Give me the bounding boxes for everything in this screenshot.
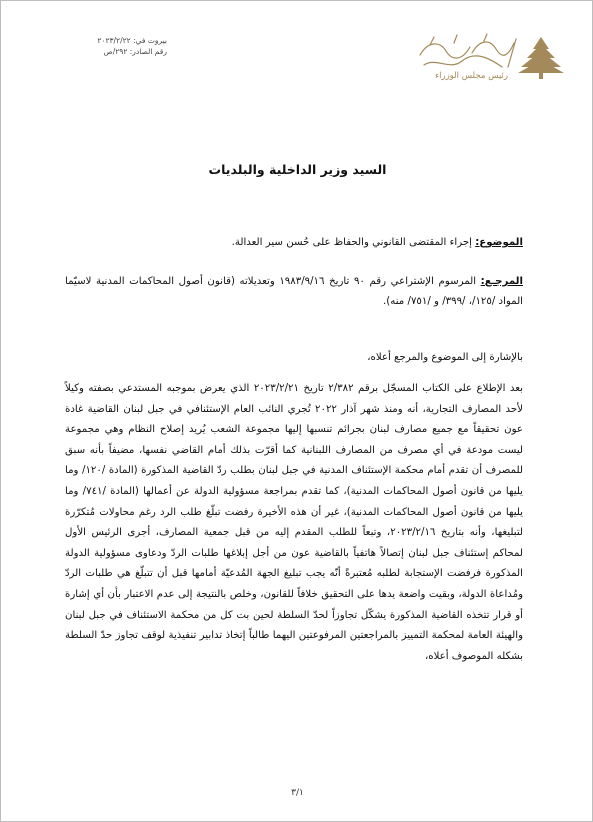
- subject-label: الموضوع:: [475, 237, 523, 248]
- city-date: بيروت في: ٢٠٢٣/٢/٢٢: [97, 36, 167, 45]
- body-paragraph: بعد الإطلاع على الكتاب المسجّل برقم ٢/٣٨٢ تاريخ ٢٠٢٣/٢/٢١ الذي يعرض بموجبه المستدعي بصفته وكيلاً لأحد المصارف التجارية، أنه ومنذ شهر آذار ٢٠٢٢ تُجري النائب العام الإستئنافي في جبل لبنان القاضية غادة عون تحقيقاً مع جميع مصارف لبنان بجرائم تنسبها إليها مجموعة الشعب يُريد إصلاح النظام وهي مجموعة ليست مودعة في أي مصرف من المصارف اللبنانية كما أقرّت بذلك أمام القاضي نفسها، مضيفاً بأنه سبق للمصرف أن تقدم أمام محكمة الإستئناف المدنية في جبل لبنان بطلب ردّ القاضية المذكورة (المادة /١٢٠/ وما يليها من قانون أصول المحاكمات المدنية)، كما تقدم بمراجعة مسؤولية الدولة عن أعمالها (المادة /٧٤١/ وما يليها من قانون أصول المحاكمات المدنية)، غير أن هذه الأخيرة رفضت تبلّغ طلب الرد رغم محاولات مُتكرّرة لتبليغها، وأنه بتاريخ ٢٠٢٣/٢/١٦، وتبعاً للطلب المقدم إليه من قبل جمعية المصارف، أجرى الرئيس الأول لمحاكم إستئناف جبل لبنان إتصالاً هاتفياً بالقاضية عون من أجل إبلاغها طلبات الردّ ودعاوى مسؤولية الدولة المذكورة فرفضت الإستجابة لطلبه مُعتبرةً أنّه يجب تبليغ الجهة المُدعيّة أمامها قبل أن تتبلّغ هي طلبات الردّ ومُداعاة الدولة، وبقيت واضعة يدها على التحقيق خلافاً للقانون، وخلص بالنتيجة إلى عدم الاعتبار بأن أي إشارة أو قرار تتخذه القاضية المذكورة يشكّل تجاوزاً لحدّ السلطة لحين بت كل من محكمة الاستئناف في جبل لبنان والهيئة العامة لمحكمة التمييز بالمراجعتين المرفوعتين اليهما طالباً إتخاذ تدابير تنفيذية لوقف تجاوز حدّ السلطة بشكله الموصوف أعلاه،: [65, 383, 524, 662]
- subject-text: إجراء المقتضى القانوني والحفاظ على حُسن سير العدالة.: [231, 237, 476, 248]
- republic-logo: [410, 31, 570, 93]
- greeting: بالإشارة إلى الموضوع والمرجع أعلاه،: [367, 352, 523, 363]
- letter-meta: [67, 35, 167, 57]
- addressee: السيد وزير الداخلية والبلديات: [208, 162, 387, 177]
- cedar-emblem-icon: [410, 31, 570, 93]
- reference-text: المرسوم الإشتراعي رقم ٩٠ تاريخ ١٩٨٣/٩/١٦ وتعديلاته (قانون أصول المحاكمات المدنية لاسيّما المواد /١٢٥/، /٣٩٩/ و /٧٥١/ منه).: [65, 276, 523, 307]
- office-title: رئيس مجلس الوزراء: [435, 71, 508, 81]
- reference-number: رقم الصادر: ٢٩٢/ص: [103, 47, 167, 56]
- page-number: ٣/١: [291, 788, 304, 798]
- reference-label: المرجـع:: [480, 276, 523, 287]
- subject-line: [65, 233, 523, 253]
- reference-line: [65, 272, 523, 312]
